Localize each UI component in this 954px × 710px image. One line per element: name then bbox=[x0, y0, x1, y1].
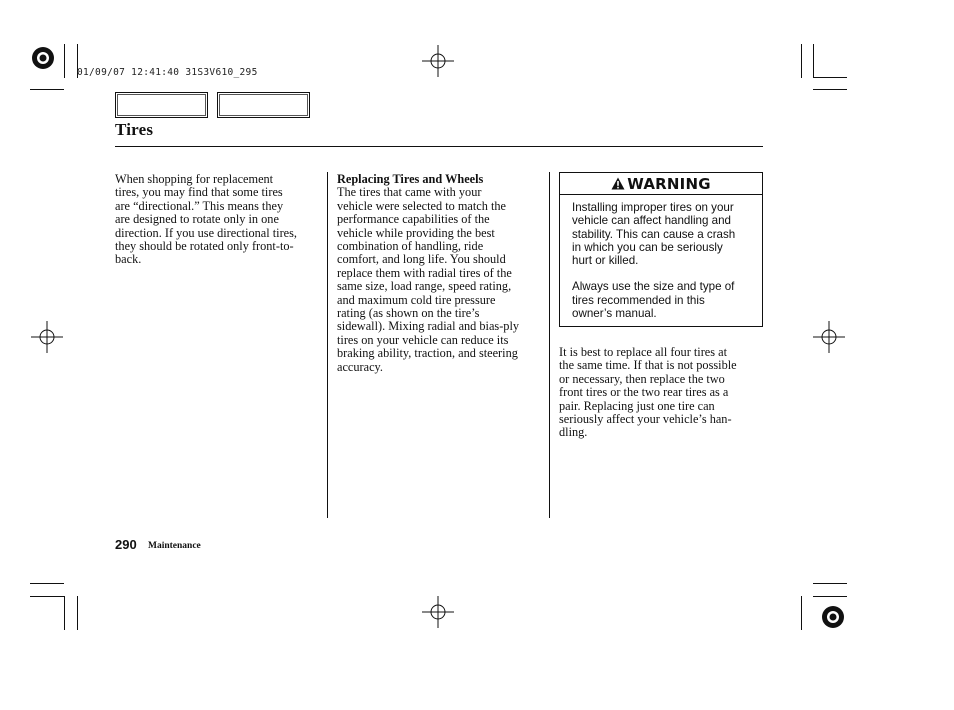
text-line: It is best to replace all four tires at bbox=[559, 345, 727, 359]
text-line: tires, you may find that some tires bbox=[115, 185, 283, 200]
page-title: Tires bbox=[115, 120, 154, 139]
text-line: are “directional.” This means they bbox=[115, 198, 284, 213]
text-line: vehicle can affect handling and bbox=[572, 214, 731, 228]
footer-section-name: Maintenance bbox=[148, 541, 201, 551]
text-line: dling. bbox=[559, 425, 588, 440]
column-divider-1 bbox=[327, 172, 328, 518]
warning-header bbox=[560, 173, 762, 195]
warning-body bbox=[560, 195, 762, 320]
text-line: direction. If you use directional tires, bbox=[115, 225, 298, 240]
text-line: vehicle were selected to match the bbox=[337, 198, 506, 213]
text-line: stability. This can cause a crash bbox=[572, 227, 736, 241]
title-divider bbox=[115, 146, 763, 147]
text-line: pair. Replacing just one tire can bbox=[559, 398, 715, 413]
text-line: vehicle while providing the best bbox=[337, 225, 495, 240]
text-line: tires on your vehicle can reduce its bbox=[337, 332, 509, 347]
subsection-heading: Replacing Tires and Wheels bbox=[337, 172, 484, 186]
text-line: in which you can be seriously bbox=[572, 240, 723, 254]
text-line: replace them with radial tires of the bbox=[337, 265, 512, 280]
starburst-top-left-icon bbox=[32, 47, 54, 69]
text-line: combination of handling, ride bbox=[337, 239, 484, 254]
crosshair-left-icon bbox=[31, 321, 63, 353]
header-tab-box-2 bbox=[217, 92, 310, 118]
text-line: The tires that came with your bbox=[337, 185, 482, 200]
text-line: When shopping for replacement bbox=[115, 172, 274, 186]
crosshair-right-icon bbox=[813, 321, 845, 353]
text-line: hurt or killed. bbox=[572, 254, 639, 268]
text-line: back. bbox=[115, 252, 142, 267]
text-line: braking ability, traction, and steering bbox=[337, 346, 518, 361]
warning-paragraph-1 bbox=[572, 201, 752, 267]
text-line: owner’s manual. bbox=[572, 307, 657, 321]
column-3-text bbox=[559, 346, 764, 440]
text-line: or necessary, then replace the two bbox=[559, 371, 725, 386]
text-line: sidewall). Mixing radial and bias-ply bbox=[337, 319, 520, 334]
text-line: comfort, and long life. You should bbox=[337, 252, 506, 267]
text-line: they should be rotated only front-to- bbox=[115, 239, 294, 254]
warning-label: WARNING bbox=[627, 174, 711, 193]
text-line: are designed to rotate only in one bbox=[115, 212, 279, 227]
text-line: and maximum cold tire pressure bbox=[337, 292, 496, 307]
text-line: Always use the size and type of bbox=[572, 280, 735, 294]
crosshair-bottom-icon bbox=[422, 596, 454, 628]
header-tab-box-1 bbox=[115, 92, 208, 118]
starburst-bottom-right-icon bbox=[822, 606, 844, 628]
column-divider-2 bbox=[549, 172, 550, 518]
column-1-text bbox=[115, 173, 320, 267]
text-line: tires recommended in this bbox=[572, 293, 705, 307]
warning-paragraph-2 bbox=[572, 280, 752, 320]
column-2-text bbox=[337, 173, 542, 374]
text-line: rating (as shown on the tire’s bbox=[337, 306, 480, 321]
text-line: front tires or the two rear tires as a bbox=[559, 385, 729, 400]
print-timestamp: 01/09/07 12:41:40 31S3V610_295 bbox=[77, 67, 258, 78]
crosshair-top-icon bbox=[422, 45, 454, 77]
page-number: 290 bbox=[115, 537, 137, 552]
text-line: same size, load range, speed rating, bbox=[337, 279, 512, 294]
text-line: accuracy. bbox=[337, 359, 383, 374]
warning-box bbox=[559, 172, 763, 327]
text-line: Installing improper tires on your bbox=[572, 201, 734, 214]
text-line: the same time. If that is not possible bbox=[559, 358, 737, 373]
text-line: performance capabilities of the bbox=[337, 212, 490, 227]
warning-triangle-icon bbox=[611, 177, 625, 190]
text-line: seriously affect your vehicle’s han- bbox=[559, 412, 732, 427]
